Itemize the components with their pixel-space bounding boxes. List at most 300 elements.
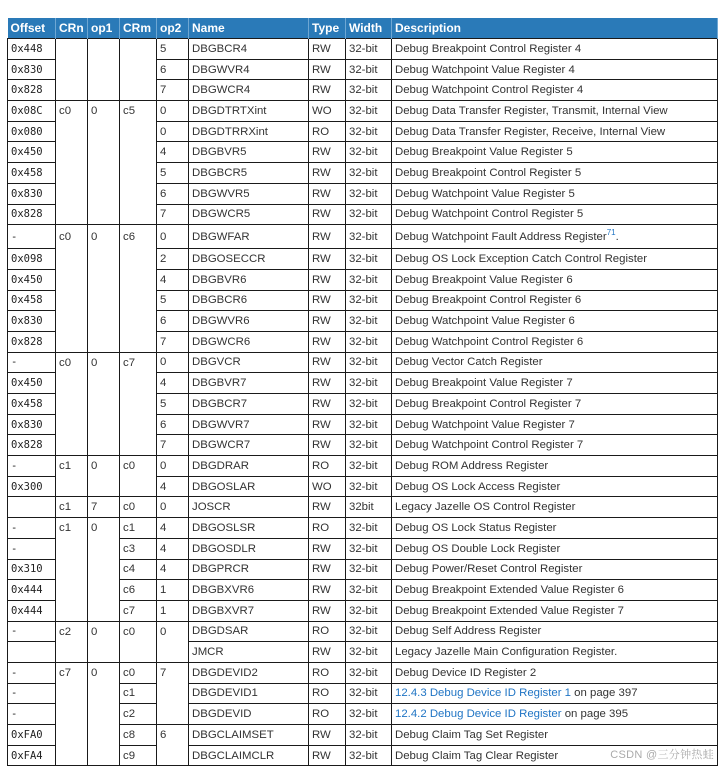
description-page-ref: on page 395 bbox=[561, 708, 629, 721]
offset-cell: 0x458 bbox=[8, 394, 56, 415]
description-cell bbox=[392, 269, 718, 290]
register-name-cell: JMCR bbox=[189, 642, 309, 663]
crm-cell bbox=[120, 476, 157, 497]
op2-cell: 0 bbox=[157, 497, 189, 518]
table-row bbox=[8, 642, 718, 663]
op1-cell bbox=[88, 331, 120, 352]
crn-cell bbox=[56, 204, 88, 225]
op1-cell bbox=[88, 745, 120, 766]
op1-cell bbox=[88, 311, 120, 332]
offset-cell: - bbox=[8, 352, 56, 373]
op2-cell: 6 bbox=[157, 414, 189, 435]
width-cell: 32-bit bbox=[346, 580, 392, 601]
description-text: Debug Watchpoint Control Register 5 bbox=[395, 208, 584, 221]
crm-cell bbox=[120, 642, 157, 663]
crm-cell bbox=[120, 290, 157, 311]
type-cell: WO bbox=[309, 476, 346, 497]
width-cell: 32-bit bbox=[346, 476, 392, 497]
table-row bbox=[8, 683, 718, 704]
register-name-cell: DBGCLAIMCLR bbox=[189, 745, 309, 766]
register-name-cell: DBGBVR7 bbox=[189, 373, 309, 394]
type-cell: RW bbox=[309, 373, 346, 394]
crm-cell bbox=[120, 249, 157, 270]
op1-cell bbox=[88, 269, 120, 290]
op1-cell: 0 bbox=[88, 225, 120, 249]
offset-cell: 0x444 bbox=[8, 580, 56, 601]
description-cell bbox=[392, 600, 718, 621]
op2-cell bbox=[157, 745, 189, 766]
type-cell: RW bbox=[309, 225, 346, 249]
op1-cell: 0 bbox=[88, 662, 120, 683]
register-name-cell: JOSCR bbox=[189, 497, 309, 518]
type-cell: RW bbox=[309, 538, 346, 559]
description-text: Debug Breakpoint Value Register 7 bbox=[395, 377, 573, 390]
register-name-cell: DBGVCR bbox=[189, 352, 309, 373]
crn-cell bbox=[56, 269, 88, 290]
description-text: Debug Breakpoint Value Register 5 bbox=[395, 146, 573, 159]
crm-cell: c1 bbox=[120, 518, 157, 539]
register-name-cell: DBGBCR4 bbox=[189, 39, 309, 60]
crn-cell bbox=[56, 600, 88, 621]
offset-cell: 0xFA4 bbox=[8, 745, 56, 766]
width-cell: 32-bit bbox=[346, 225, 392, 249]
description-text: Debug Breakpoint Control Register 5 bbox=[395, 166, 582, 179]
header-width: Width bbox=[346, 18, 392, 39]
offset-cell: - bbox=[8, 704, 56, 725]
crn-cell bbox=[56, 642, 88, 663]
width-cell: 32-bit bbox=[346, 311, 392, 332]
crn-cell bbox=[56, 290, 88, 311]
description-text: Debug Watchpoint Fault Address Register bbox=[395, 230, 607, 243]
description-text: Debug Watchpoint Value Register 6 bbox=[395, 315, 575, 328]
offset-cell: - bbox=[8, 518, 56, 539]
type-cell: RW bbox=[309, 497, 346, 518]
op2-cell: 7 bbox=[157, 80, 189, 101]
width-cell: 32-bit bbox=[346, 704, 392, 725]
description-text: Debug OS Lock Access Register bbox=[395, 480, 561, 493]
description-text: Debug Watchpoint Value Register 7 bbox=[395, 418, 575, 431]
table-row bbox=[8, 725, 718, 746]
description-cell bbox=[392, 59, 718, 80]
op1-cell bbox=[88, 683, 120, 704]
op1-cell bbox=[88, 163, 120, 184]
crn-cell bbox=[56, 725, 88, 746]
op1-cell bbox=[88, 249, 120, 270]
width-cell: 32-bit bbox=[346, 518, 392, 539]
register-name-cell: DBGBXVR7 bbox=[189, 600, 309, 621]
op2-cell: 2 bbox=[157, 249, 189, 270]
op1-cell bbox=[88, 600, 120, 621]
offset-cell: 0x08C bbox=[8, 101, 56, 122]
description-cell bbox=[392, 435, 718, 456]
table-row bbox=[8, 662, 718, 683]
op1-cell: 7 bbox=[88, 497, 120, 518]
offset-cell bbox=[8, 642, 56, 663]
register-name-cell: DBGOSLSR bbox=[189, 518, 309, 539]
description-cell bbox=[392, 683, 718, 704]
op1-cell bbox=[88, 39, 120, 60]
description-cell bbox=[392, 456, 718, 477]
op2-cell: 6 bbox=[157, 59, 189, 80]
crn-cell bbox=[56, 183, 88, 204]
op1-cell bbox=[88, 704, 120, 725]
register-name-cell: DBGWCR4 bbox=[189, 80, 309, 101]
register-name-cell: DBGBCR7 bbox=[189, 394, 309, 415]
crn-cell bbox=[56, 683, 88, 704]
description-text: Debug Watchpoint Control Register 4 bbox=[395, 84, 584, 97]
op2-cell: 7 bbox=[157, 204, 189, 225]
table-row bbox=[8, 142, 718, 163]
width-cell: 32-bit bbox=[346, 183, 392, 204]
header-offset: Offset bbox=[8, 18, 56, 39]
offset-cell: 0x450 bbox=[8, 142, 56, 163]
description-text: Legacy Jazelle Main Configuration Register. bbox=[395, 646, 618, 659]
offset-cell: 0x310 bbox=[8, 559, 56, 580]
width-cell: 32-bit bbox=[346, 269, 392, 290]
op1-cell bbox=[88, 59, 120, 80]
header-crm: CRm bbox=[120, 18, 157, 39]
offset-cell: - bbox=[8, 225, 56, 249]
op2-cell: 6 bbox=[157, 311, 189, 332]
description-cell bbox=[392, 80, 718, 101]
table-header-row bbox=[8, 18, 718, 39]
width-cell: 32-bit bbox=[346, 683, 392, 704]
width-cell: 32-bit bbox=[346, 249, 392, 270]
type-cell: RO bbox=[309, 121, 346, 142]
header-op2: op2 bbox=[157, 18, 189, 39]
register-name-cell: DBGDTRTXint bbox=[189, 101, 309, 122]
op1-cell bbox=[88, 204, 120, 225]
op1-cell bbox=[88, 121, 120, 142]
description-text: Debug Breakpoint Control Register 6 bbox=[395, 294, 582, 307]
width-cell: 32-bit bbox=[346, 725, 392, 746]
table-row bbox=[8, 414, 718, 435]
description-cell bbox=[392, 559, 718, 580]
crm-cell bbox=[120, 373, 157, 394]
type-cell: RW bbox=[309, 311, 346, 332]
type-cell: RO bbox=[309, 683, 346, 704]
description-punctuation: . bbox=[615, 230, 619, 243]
description-cell bbox=[392, 121, 718, 142]
register-name-cell: DBGWCR6 bbox=[189, 331, 309, 352]
crn-cell bbox=[56, 559, 88, 580]
crm-cell bbox=[120, 331, 157, 352]
description-cell bbox=[392, 414, 718, 435]
register-name-cell: DBGWVR4 bbox=[189, 59, 309, 80]
type-cell: RW bbox=[309, 725, 346, 746]
op2-cell: 4 bbox=[157, 373, 189, 394]
width-cell: 32-bit bbox=[346, 435, 392, 456]
description-cell bbox=[392, 311, 718, 332]
description-cell bbox=[392, 249, 718, 270]
offset-cell: 0x830 bbox=[8, 59, 56, 80]
type-cell: RW bbox=[309, 269, 346, 290]
register-name-cell: DBGWVR5 bbox=[189, 183, 309, 204]
width-cell: 32-bit bbox=[346, 290, 392, 311]
table-row bbox=[8, 580, 718, 601]
description-text: Debug Breakpoint Extended Value Register 7 bbox=[395, 604, 625, 617]
crn-cell bbox=[56, 311, 88, 332]
offset-cell: 0x450 bbox=[8, 373, 56, 394]
crm-cell: c5 bbox=[120, 101, 157, 122]
table-row bbox=[8, 456, 718, 477]
op2-cell bbox=[157, 704, 189, 725]
description-cell bbox=[392, 290, 718, 311]
table-row bbox=[8, 163, 718, 184]
table-row bbox=[8, 121, 718, 142]
width-cell: 32-bit bbox=[346, 142, 392, 163]
offset-cell: 0x830 bbox=[8, 414, 56, 435]
header-name: Name bbox=[189, 18, 309, 39]
description-text: Debug OS Lock Exception Catch Control Register bbox=[395, 253, 647, 266]
type-cell: RW bbox=[309, 559, 346, 580]
table-row bbox=[8, 704, 718, 725]
op2-cell: 6 bbox=[157, 183, 189, 204]
width-cell: 32-bit bbox=[346, 642, 392, 663]
op1-cell bbox=[88, 580, 120, 601]
description-text: Debug Self Address Register bbox=[395, 625, 542, 638]
crn-cell bbox=[56, 435, 88, 456]
description-text: Legacy Jazelle OS Control Register bbox=[395, 501, 576, 514]
description-cell bbox=[392, 704, 718, 725]
width-cell: 32-bit bbox=[346, 662, 392, 683]
type-cell: RW bbox=[309, 394, 346, 415]
crm-cell bbox=[120, 311, 157, 332]
offset-cell: - bbox=[8, 662, 56, 683]
crn-cell bbox=[56, 704, 88, 725]
table-row bbox=[8, 249, 718, 270]
width-cell: 32-bit bbox=[346, 559, 392, 580]
description-text: Debug Claim Tag Clear Register bbox=[395, 749, 559, 762]
crm-cell bbox=[120, 183, 157, 204]
description-cell bbox=[392, 352, 718, 373]
width-cell: 32-bit bbox=[346, 600, 392, 621]
type-cell: RW bbox=[309, 600, 346, 621]
type-cell: RW bbox=[309, 435, 346, 456]
op2-cell: 7 bbox=[157, 435, 189, 456]
crn-cell bbox=[56, 745, 88, 766]
crn-cell bbox=[56, 414, 88, 435]
op1-cell: 0 bbox=[88, 101, 120, 122]
op2-cell: 4 bbox=[157, 476, 189, 497]
register-name-cell: DBGWVR6 bbox=[189, 311, 309, 332]
op1-cell bbox=[88, 435, 120, 456]
op2-cell: 5 bbox=[157, 39, 189, 60]
table-row bbox=[8, 331, 718, 352]
description-text: Debug Breakpoint Value Register 6 bbox=[395, 273, 573, 286]
width-cell: 32-bit bbox=[346, 163, 392, 184]
register-name-cell: DBGOSLAR bbox=[189, 476, 309, 497]
footnote-ref[interactable]: 71 bbox=[606, 227, 616, 237]
op1-cell: 0 bbox=[88, 621, 120, 642]
offset-cell: 0x098 bbox=[8, 249, 56, 270]
op2-cell: 0 bbox=[157, 101, 189, 122]
width-cell: 32-bit bbox=[346, 204, 392, 225]
offset-cell: 0x450 bbox=[8, 269, 56, 290]
width-cell: 32bit bbox=[346, 497, 392, 518]
offset-cell bbox=[8, 497, 56, 518]
table-row bbox=[8, 600, 718, 621]
crm-cell: c4 bbox=[120, 559, 157, 580]
type-cell: RW bbox=[309, 80, 346, 101]
width-cell: 32-bit bbox=[346, 59, 392, 80]
header-type: Type bbox=[309, 18, 346, 39]
description-text: Debug Power/Reset Control Register bbox=[395, 563, 583, 576]
op2-cell: 0 bbox=[157, 225, 189, 249]
register-name-cell: DBGBVR6 bbox=[189, 269, 309, 290]
width-cell: 32-bit bbox=[346, 414, 392, 435]
offset-cell: 0x828 bbox=[8, 435, 56, 456]
crm-cell: c0 bbox=[120, 456, 157, 477]
op2-cell: 4 bbox=[157, 269, 189, 290]
crm-cell: c0 bbox=[120, 621, 157, 642]
type-cell: RO bbox=[309, 456, 346, 477]
type-cell: RW bbox=[309, 745, 346, 766]
crn-cell bbox=[56, 373, 88, 394]
offset-cell: 0x830 bbox=[8, 183, 56, 204]
crm-cell bbox=[120, 269, 157, 290]
description-text: Debug Data Transfer Register, Transmit, Internal View bbox=[395, 104, 668, 117]
op1-cell bbox=[88, 394, 120, 415]
crn-cell: c2 bbox=[56, 621, 88, 642]
type-cell: RW bbox=[309, 59, 346, 80]
table-row bbox=[8, 518, 718, 539]
crn-cell bbox=[56, 476, 88, 497]
crm-cell bbox=[120, 39, 157, 60]
width-cell: 32-bit bbox=[346, 352, 392, 373]
description-cell bbox=[392, 225, 718, 249]
op1-cell bbox=[88, 183, 120, 204]
register-name-cell: DBGDSAR bbox=[189, 621, 309, 642]
table-row bbox=[8, 373, 718, 394]
description-cell bbox=[392, 331, 718, 352]
offset-cell: 0xFA0 bbox=[8, 725, 56, 746]
description-cell bbox=[392, 662, 718, 683]
crn-cell bbox=[56, 59, 88, 80]
crn-cell bbox=[56, 249, 88, 270]
table-row bbox=[8, 352, 718, 373]
description-text: Debug OS Double Lock Register bbox=[395, 542, 561, 555]
offset-cell: 0x828 bbox=[8, 204, 56, 225]
description-link[interactable]: 12.4.2 Debug Device ID Register bbox=[395, 708, 562, 721]
register-name-cell: DBGWFAR bbox=[189, 225, 309, 249]
table-row bbox=[8, 59, 718, 80]
width-cell: 32-bit bbox=[346, 101, 392, 122]
description-cell bbox=[392, 497, 718, 518]
table-row bbox=[8, 435, 718, 456]
crn-cell bbox=[56, 580, 88, 601]
description-text: Debug Watchpoint Control Register 7 bbox=[395, 439, 584, 452]
description-page-ref: on page 397 bbox=[571, 687, 638, 700]
description-text: Debug OS Lock Status Register bbox=[395, 521, 557, 534]
register-name-cell: DBGWCR7 bbox=[189, 435, 309, 456]
table-row bbox=[8, 497, 718, 518]
op1-cell bbox=[88, 373, 120, 394]
op2-cell: 6 bbox=[157, 725, 189, 746]
offset-cell: 0x448 bbox=[8, 39, 56, 60]
description-link[interactable]: 12.4.3 Debug Device ID Register 1 bbox=[395, 687, 572, 700]
table-row bbox=[8, 269, 718, 290]
header-op1: op1 bbox=[88, 18, 120, 39]
width-cell: 32-bit bbox=[346, 39, 392, 60]
register-name-cell: DBGCLAIMSET bbox=[189, 725, 309, 746]
description-cell bbox=[392, 101, 718, 122]
watermark: CSDN @三分钟热蛙 bbox=[610, 749, 714, 761]
type-cell: RO bbox=[309, 621, 346, 642]
offset-cell: 0x444 bbox=[8, 600, 56, 621]
op1-cell bbox=[88, 725, 120, 746]
crm-cell bbox=[120, 435, 157, 456]
offset-cell: 0x828 bbox=[8, 80, 56, 101]
crm-cell: c0 bbox=[120, 497, 157, 518]
type-cell: RW bbox=[309, 642, 346, 663]
crm-cell: c8 bbox=[120, 725, 157, 746]
description-text: Debug Data Transfer Register, Receive, Internal View bbox=[395, 125, 666, 138]
crn-cell bbox=[56, 121, 88, 142]
description-cell bbox=[392, 476, 718, 497]
description-text: Debug Breakpoint Control Register 7 bbox=[395, 397, 582, 410]
offset-cell: 0x080 bbox=[8, 121, 56, 142]
op1-cell bbox=[88, 476, 120, 497]
crm-cell: c1 bbox=[120, 683, 157, 704]
type-cell: RW bbox=[309, 414, 346, 435]
op2-cell: 7 bbox=[157, 331, 189, 352]
type-cell: RW bbox=[309, 290, 346, 311]
register-name-cell: DBGWCR5 bbox=[189, 204, 309, 225]
crn-cell bbox=[56, 394, 88, 415]
description-cell bbox=[392, 373, 718, 394]
op2-cell: 0 bbox=[157, 456, 189, 477]
description-text: Debug Device ID Register 2 bbox=[395, 666, 537, 679]
description-text: Debug Breakpoint Extended Value Register 6 bbox=[395, 584, 625, 597]
table-row bbox=[8, 394, 718, 415]
type-cell: WO bbox=[309, 101, 346, 122]
table-row bbox=[8, 101, 718, 122]
register-name-cell: DBGDRAR bbox=[189, 456, 309, 477]
description-cell bbox=[392, 538, 718, 559]
offset-cell: - bbox=[8, 683, 56, 704]
crm-cell: c6 bbox=[120, 580, 157, 601]
description-text: Debug Vector Catch Register bbox=[395, 356, 543, 369]
offset-cell: 0x300 bbox=[8, 476, 56, 497]
op2-cell: 5 bbox=[157, 394, 189, 415]
table-row bbox=[8, 204, 718, 225]
description-cell bbox=[392, 621, 718, 642]
description-cell bbox=[392, 394, 718, 415]
table-row bbox=[8, 225, 718, 249]
crn-cell bbox=[56, 39, 88, 60]
type-cell: RW bbox=[309, 204, 346, 225]
op1-cell bbox=[88, 538, 120, 559]
table-row bbox=[8, 559, 718, 580]
crn-cell bbox=[56, 80, 88, 101]
op2-cell: 7 bbox=[157, 662, 189, 683]
table-body bbox=[8, 39, 718, 766]
table-row bbox=[8, 476, 718, 497]
crm-cell: c6 bbox=[120, 225, 157, 249]
width-cell: 32-bit bbox=[346, 538, 392, 559]
op2-cell: 4 bbox=[157, 559, 189, 580]
crm-cell: c2 bbox=[120, 704, 157, 725]
type-cell: RW bbox=[309, 331, 346, 352]
crm-cell bbox=[120, 121, 157, 142]
crn-cell: c0 bbox=[56, 352, 88, 373]
crm-cell: c0 bbox=[120, 662, 157, 683]
op2-cell: 4 bbox=[157, 538, 189, 559]
offset-cell: - bbox=[8, 538, 56, 559]
op2-cell: 4 bbox=[157, 142, 189, 163]
register-name-cell: DBGDEVID2 bbox=[189, 662, 309, 683]
